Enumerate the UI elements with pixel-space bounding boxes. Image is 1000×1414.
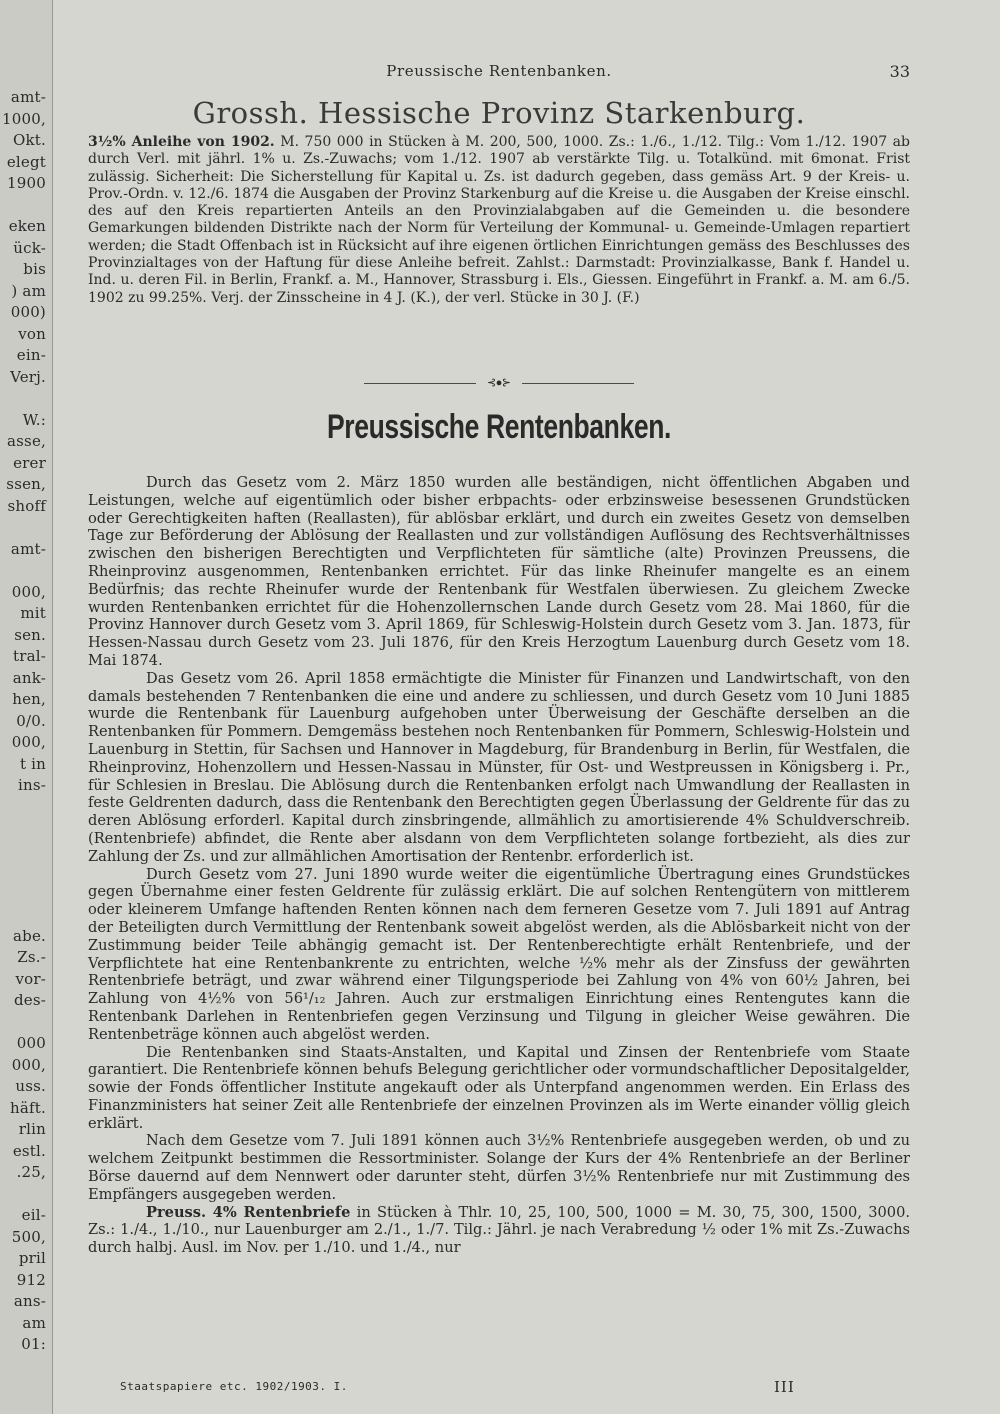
margin-fragment: asse,	[7, 432, 46, 450]
margin-fragment: ans-	[13, 1292, 46, 1310]
margin-fragment: W.:	[22, 410, 46, 429]
margin-fragment: erer	[13, 453, 46, 472]
margin-fragment: amt-	[10, 539, 46, 558]
section-divider	[364, 376, 634, 390]
source-line: Staatspapiere etc. 1902/1903. I.	[120, 1380, 348, 1393]
rentenbriefe-entry	[88, 1204, 910, 1257]
margin-fragment: tral-	[12, 647, 46, 665]
margin-fragment: am	[22, 1313, 46, 1332]
margin-fragment: von	[18, 324, 46, 343]
loan-details: M. 750 000 in Stücken à M. 200, 500, 1000. Zs.: 1./6., 1./12. Tilg.: Vom 1./12. 1907 ab durch Verl. mit jährl. 1% u. Zs.-Zuwachs; vom 1./12. 1907 ab verstärkte Tilg. u. Totalkünd. mit 6monat. Frist zulässig. Sicherheit: Die Sicherstellung für Kapital u. Zs. ist dadurch gegeben, dass gemäss Art. 9 der Kreis- u. Prov.-Ordn. v. 12./6. 1874 die Ausgaben der Provinz Starkenburg auf die Kreise u. die Ausgaben der Kreise einschl. des auf den Kreis repartierten Anteils an den Provinzialabgaben auf die Gemeinden u. die besondere Gemarkungen bildenden Distrikte nach der Norm für Verteilung der Kommunal- u. Gemeinde-Umlagen repartiert werden; die Stadt Offenbach ist in Rücksicht auf ihre eigenen örtlichen Einrichtungen gemäss des Beschlusses des Provinzialtages von der Haftung für diese Anleihe befreit. Zahlst.: Darmstadt: Provinzialkasse, Bank f. Handel u. Ind. u. deren Fil. in Berlin, Frankf. a. M., Hannover, Strassburg i. Els., Giessen. Eingeführt in Frankf. a. M. am 6./5. 1902 zu 99.25%. Verj. der Zinsscheine in 4 J. (K.), der verl. Stücke in 30 J. (F.)	[88, 134, 910, 306]
margin-fragment: Zs.-	[17, 948, 46, 966]
margin-fragment: 01:	[21, 1335, 46, 1353]
running-title: Preussische Rentenbanken.	[386, 62, 612, 80]
page-footer	[88, 1378, 910, 1398]
page-header	[88, 60, 910, 82]
margin-fragment: amt-	[10, 88, 46, 106]
margin-fragment: .25,	[16, 1163, 46, 1181]
adjacent-page-margin	[0, 0, 53, 1414]
body-paragraph: Die Rentenbanken sind Staats-Anstalten, und Kapital und Zinsen der Rentenbriefe vom Staate garantiert. Die Rentenbriefe können behufs Belegung gerichtlicher oder vormundschaftlicher Depositalgelder, sowie der Fonds öffentlicher Institute angekauft oder als Unterpfand angenommen werden. Ein Erlass des Finanzministers hat seiner Zeit alle Rentenbriefe der einzelnen Provinzen als im Werte einander völlig gleich erklärt.	[88, 1043, 910, 1132]
margin-fragment: 000,	[11, 1055, 46, 1074]
body-paragraph: Nach dem Gesetze vom 7. Juli 1891 können auch 3½% Rentenbriefe ausgegeben werden, ob und zu welchem Zeitpunkt bestimmen die Ressortminister. Solange der Kurs der 4% Rentenbriefe an der Berliner Börse dauernd auf dem Nennwert oder darunter steht, dürfen 3½% Rentenbriefe nur mit Zustimmung des Empfängers ausgegeben werden.	[88, 1132, 910, 1203]
section-title-starkenburg: Grossh. Hessische Provinz Starkenburg.	[192, 96, 806, 130]
margin-fragment: 1900	[7, 174, 46, 192]
margin-fragment: des-	[13, 991, 46, 1009]
margin-fragment: ) am	[11, 281, 46, 300]
margin-fragment: rlin	[18, 1120, 46, 1138]
margin-fragment: ins-	[17, 776, 46, 794]
margin-fragment: 912	[16, 1270, 46, 1289]
body-paragraph: Das Gesetz vom 26. April 1858 ermächtigte die Minister für Finanzen und Landwirtschaft, von den damals bestehenden 7 Rentenbanken die eine und andere zu schliessen, und durch Gesetz vom 10 Juni 1885 wurde die Rentenbank für Lauenburg aufgehoben unter Überweisung der Geschäfte derselben an die Rentenbanken für Pommern. Demgemäss bestehen noch Rentenbanken für Pommern, Schleswig-Holstein und Lauenburg in Stettin, für Sachsen und Hannover in Magdeburg, für Brandenburg in Berlin, für Westfalen, die Rheinprovinz, Hohenzollern und Hessen-Nassau in Münster, für Ost- und Westpreussen in Königsberg i. Pr., für Schlesien in Breslau. Die Ablösung durch die Rentenbanken erfolgt nach Umwandlung der Reallasten in feste Geldrenten dadurch, dass die Rentenbank den Berechtigten gegen Überlassung der Geldrente für das zu deren Ablösung erforderl. Kapital durch zinsbringende, allmählich zu amortisierende 4% Schuldverschreib. (Rentenbriefe) abfindet, die Rente aber alsdann von dem Verpflichteten solange fortbezieht, als dies zur Zahlung der Zs. und zur allmählichen Amortisation der Rentenbr. erforderlich ist.	[88, 669, 910, 865]
rentenbanken-body	[88, 474, 910, 1257]
margin-fragment: Okt.	[13, 131, 46, 149]
margin-fragment: hen,	[12, 690, 46, 708]
margin-fragment: ank-	[12, 668, 46, 687]
margin-fragment: shoff	[7, 496, 46, 515]
margin-fragment: 500,	[11, 1227, 46, 1246]
margin-fragment: 000)	[10, 303, 46, 321]
margin-fragment: 000	[16, 1034, 46, 1052]
body-paragraph: Durch das Gesetz vom 2. März 1850 wurden alle beständigen, nicht öffentlichen Abgaben und Leistungen, welche auf eigentümlich oder bisher erbpachts- oder erbzinsweise besessenen Grundstücken oder Gerechtigkeiten haften (Reallasten), für ablösbar erklärt, und durch ein zweites Gesetz von demselben Tage zur Beförderung der Ablösung der Reallasten und zur vollständigen Auflösung des Rechtsverhältnisses zwischen den bisherigen Berechtigten und Verpflichteten für sämtliche (alte) Provinzen Preussens, die Rheinprovinz ausgenommen, Rentenbanken errichtet. Für das linke Rheinufer mangelte es an einem Bedürfnis; das rechte Rheinufer wurde der Rentenbank für Westfalen überwiesen. Zu gleichem Zwecke wurden Rentenbanken errichtet für die Hohenzollernschen Lande durch Gesetz vom 28. Mai 1860, für die Provinz Hannover durch Gesetz vom 3. April 1869, für Schleswig-Holstein durch Gesetz vom 3. Jan. 1873, für Hessen-Nassau durch Gesetz vom 23. Juli 1876, für den Kreis Herzogtum Lauenburg durch Gesetz vom 18. Mai 1874.	[88, 474, 910, 669]
margin-fragment: estl.	[12, 1141, 46, 1160]
rentenbriefe-label: Preuss. 4% Rentenbriefe	[146, 1203, 351, 1221]
rentenbriefe-details: in Stücken à Thlr. 10, 25, 100, 500, 1000 = M. 30, 75, 300, 1500, 3000. Zs.: 1./4., 1./10., nur Lauenburger am 2./1., 1./7. Tilg.: Jährl. je nach Verabredung ½ oder 1% mit Zs.-Zuwachs durch halbj. Ausl. im Nov. per 1./10. und 1./4., nur	[88, 1203, 910, 1257]
margin-fragment: ück-	[13, 238, 46, 257]
margin-fragment: bis	[23, 260, 46, 278]
margin-fragment: abe.	[13, 926, 46, 945]
margin-fragment: uss.	[15, 1077, 46, 1095]
margin-fragment: 0/0.	[16, 711, 46, 730]
margin-fragment: 000,	[11, 582, 46, 601]
margin-fragment: pril	[18, 1249, 46, 1267]
divider-ornament-icon: ⊰⦁⊱	[487, 376, 511, 389]
page-number: 33	[889, 62, 910, 81]
margin-fragment: 1000,	[2, 109, 46, 128]
body-paragraph: Durch Gesetz vom 27. Juni 1890 wurde weiter die eigentümliche Übertragung eines Grundstückes gegen Übernahme einer festen Geldrente für zulässig erklärt. Die auf solchen Rentengütern von mittlerem oder kleinerem Umfange haftenden Renten können nach dem ferneren Gesetze vom 7. Juli 1891 auf Antrag der Beteiligten durch Vermittlung der Rentenbank soweit abgelöst werden, als die Ablösbarkeit nicht von der Zustimmung beider Teile abhängig gemacht ist. Der Rentenberechtigte erhält Rentenbriefe, und der Verpflichtete hat eine Rentenbankrente zu entrichten, welche ½% mehr als der Zinsfuss der gewährten Rentenbriefe beträgt, und zwar während einer Tilgungsperiode bei Zahlung von 4% von 60½ Jahren, bei Zahlung von 4½% von 56¹/₁₂ Jahren. Auch zur erstmaligen Einrichtung eines Rentengutes kann die Rentenbank Darlehen in Rentenbriefen gegen Verzinsung und Tilgung in gleicher Weise gewähren. Die Rentenbeträge können auch abgelöst werden.	[88, 865, 910, 1043]
margin-fragment: mit	[20, 604, 46, 622]
margin-fragment: häft.	[10, 1098, 46, 1117]
divider-line-left	[364, 383, 476, 384]
margin-fragment: ssen,	[6, 475, 46, 493]
margin-fragment: t in	[19, 754, 46, 773]
signature-mark: III	[774, 1378, 795, 1396]
loan-label: 3½% Anleihe von 1902.	[88, 134, 275, 150]
margin-fragment: eil-	[21, 1206, 46, 1224]
margin-fragment: vor-	[15, 969, 46, 988]
divider-line-right	[522, 383, 634, 384]
margin-fragment: elegt	[6, 152, 46, 171]
section-title-rentenbanken: Preussische Rentenbanken.	[326, 408, 671, 446]
margin-fragment: Verj.	[10, 367, 46, 386]
margin-fragment: 000,	[11, 733, 46, 751]
margin-fragment: eken	[8, 217, 46, 235]
margin-fragment: ein-	[16, 346, 46, 364]
starkenburg-entry	[88, 134, 910, 307]
margin-fragment: sen.	[14, 625, 46, 644]
